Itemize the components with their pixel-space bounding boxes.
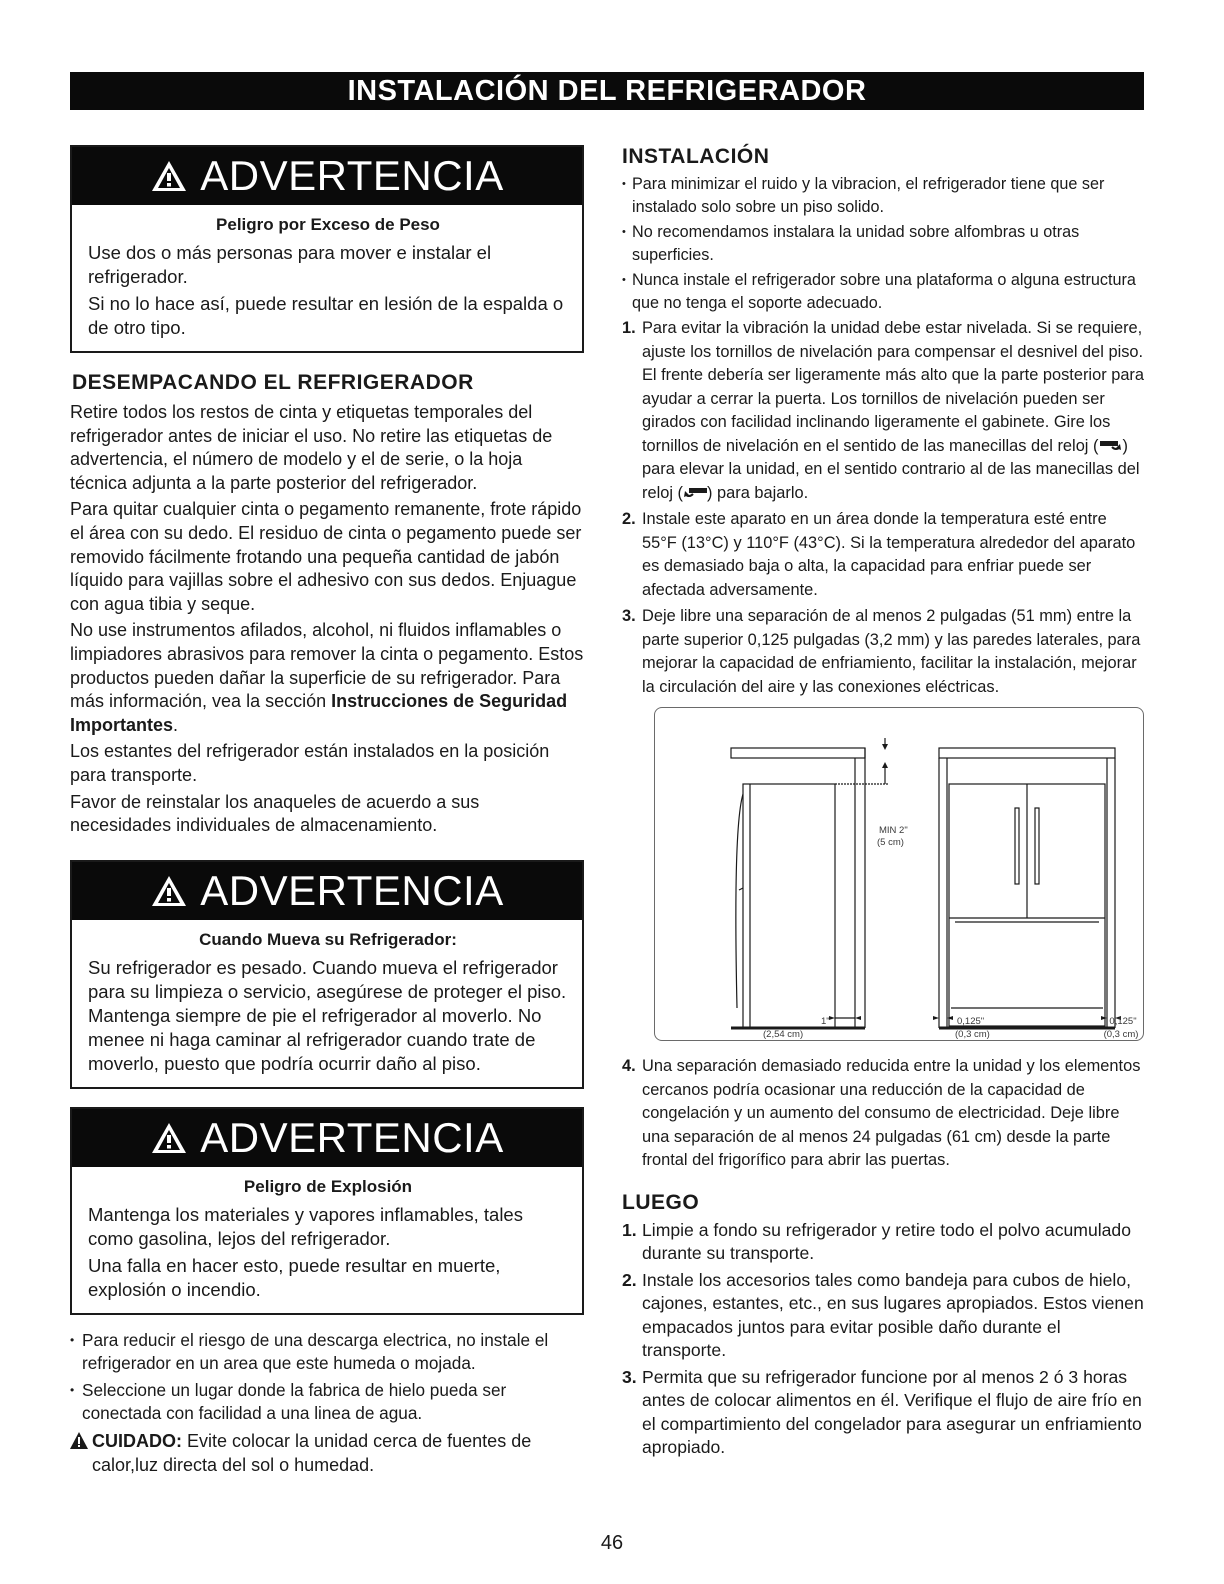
safety-reference: Instrucciones de Seguridad Importantes: [70, 691, 568, 735]
list-item: • No recomendamos instalara la unidad sobre alfombras u otras superficies.: [622, 221, 1144, 267]
list-item: 1. Limpie a fondo su refrigerador y retire todo el polvo acumulado durante su transporte.: [622, 1219, 1131, 1263]
back-clearance-cm: (2,54 cm): [763, 1029, 804, 1040]
left-column: [70, 145, 584, 1477]
warning-title: ADVERTENCIA: [200, 866, 504, 914]
warning-header: [72, 862, 582, 920]
refrigerator-clearance-illustration: [655, 708, 1145, 1042]
side-clearance-label: 0,125": [957, 1016, 985, 1027]
warning-title: ADVERTENCIA: [200, 152, 504, 199]
location-bullets: [70, 1329, 584, 1425]
section-title-unpacking: DESEMPACANDO EL REFRIGERADOR: [72, 371, 474, 394]
warning-text: Use dos o más personas para mover e instalar el refrigerador.: [88, 242, 492, 287]
warning-triangle-icon: [150, 159, 188, 193]
side-clearance-label: 0,125": [1109, 1016, 1137, 1027]
min-clearance-cm: (5 cm): [877, 837, 904, 848]
list-item: • Seleccione un lugar donde la fabrica de hielo pueda ser conectada con facilidad a una linea de agua.: [70, 1379, 584, 1425]
installation-steps-cont: [622, 1055, 1144, 1173]
warning-box-explosion: [70, 1107, 584, 1315]
clockwise-arrow-icon: [1098, 439, 1122, 453]
unpacking-text: [70, 401, 584, 838]
warning-text: Una falla en hacer esto, puede resultar en muerte, explosión o incendio.: [88, 1254, 501, 1300]
warning-subtitle: Cuando Mueva su Refrigerador:: [199, 929, 457, 949]
warning-text: Su refrigerador es pesado. Cuando mueva el refrigerador para su limpieza o servicio, asegúrese de proteger el piso. Mantenga siempre de pie el refrigerador al moverlo. No menee ni haga caminar al refrigerador cuando trate de moverlo, puesto que podría ocurrir daño al piso.: [88, 956, 567, 1074]
right-column: [622, 145, 1144, 1463]
paragraph: Para quitar cualquier cinta o pegamento remanente, frote rápido el área con su dedo. El residuo de cinta o pegamento puede ser removido fácilmente frotando una pequeña cantidad de jabón líquido para vajillas sobre el adhesivo con sus dedos. Enjuague con agua tibia y seque.: [70, 499, 582, 614]
min-clearance-label: MIN 2": [879, 825, 908, 836]
section-title-after: LUEGO: [622, 1190, 700, 1214]
paragraph: Los estantes del refrigerador están instalados en la posición para transporte.: [70, 741, 550, 785]
after-steps: [622, 1219, 1144, 1460]
page-number: 46: [600, 1532, 624, 1554]
warning-box-moving: [70, 860, 584, 1089]
warning-subtitle: Peligro por Exceso de Peso: [216, 215, 440, 234]
clearance-diagram: [654, 707, 1144, 1041]
warning-text: Mantenga los materiales y vapores inflamables, tales como gasolina, lejos del refrigerador.: [88, 1203, 523, 1249]
warning-text: Si no lo hace así, puede resultar en lesión de la espalda o de otro tipo.: [88, 293, 564, 338]
warning-title: ADVERTENCIA: [200, 1113, 504, 1161]
list-item: 2. Instale este aparato en un área donde la temperatura esté entre 55°F (13°C) y 110°F (43°C). Si la temperatura alrededor del aparato es demasiado baja o alta, la capacidad para enfriar puede ser afectada adversamente.: [622, 510, 1136, 599]
paragraph: No use instrumentos afilados, alcohol, ni fluidos inflamables o limpiadores abrasivos para remover la cinta o pegamento. Estos productos pueden dañar la superficie de su refrigerador. Para más información, vea la sección Instrucciones de Seguridad Importantes.: [70, 620, 584, 735]
list-item: 3. Permita que su refrigerador funcione por al menos 2 ó 3 horas antes de colocar alimentos en él. Verifique el flujo de aire frío en el compartimiento del congelador para asegurar un enfriamiento apropiado.: [622, 1366, 1142, 1457]
installation-bullets: [622, 173, 1144, 315]
counterclockwise-arrow-icon: [683, 486, 707, 500]
list-item: 4. Una separación demasiado reducida entre la unidad y los elementos cercanos podría ocasionar una reducción de la capacidad de congelación y un aumento del consumo de electricidad. Deje libre una separación de al menos 24 pulgadas (61 cm) desde la parte frontal del frigorífico para abrir las puertas.: [622, 1057, 1141, 1169]
list-item: 3. Deje libre una separación de al menos 2 pulgadas (51 mm) entre la parte superior 0,125 pulgadas (3,2 mm) y las paredes laterales, para mejorar la capacidad de enfriamiento, facilitar la instalación, mejorar la circulación del aire y las conexiones eléctricas.: [622, 607, 1141, 696]
paragraph: Favor de reinstalar los anaqueles de acuerdo a sus necesidades individuales de almacenamiento.: [70, 791, 480, 836]
list-item: • Nunca instale el refrigerador sobre una plataforma o alguna estructura que no tenga el soporte adecuado.: [622, 269, 1144, 315]
warning-header: [72, 1109, 582, 1167]
paragraph: Retire todos los restos de cinta y etiquetas temporales del refrigerador antes de iniciar el uso. No retire las etiquetas de advertencia, el número de modelo y el de serie, o la hoja técnica adjunta a la parte posterior del refrigerador.: [70, 402, 553, 493]
list-item: • Para reducir el riesgo de una descarga electrica, no instale el refrigerador en un area que este humeda o mojada.: [70, 1329, 584, 1375]
side-clearance-cm: (0,3 cm): [955, 1029, 990, 1040]
side-clearance-cm: (0,3 cm): [1103, 1029, 1139, 1040]
warning-header: [72, 147, 582, 205]
installation-steps: [622, 317, 1144, 699]
caution-label: CUIDADO:: [92, 1430, 182, 1451]
list-item: 2. Instale los accesorios tales como bandeja para cubos de hielo, cajones, estantes, etc., en sus lugares apropiados. Estos vienen empacados juntos para evitar posible daño durante el transporte.: [622, 1269, 1144, 1360]
caution-note: [70, 1429, 584, 1477]
section-title-installation: INSTALACIÓN: [622, 145, 770, 168]
caution-text: Evite colocar la unidad cerca de fuentes de calor,luz directa del sol o humedad.: [92, 1430, 532, 1475]
warning-triangle-icon: [150, 1121, 188, 1155]
list-item: • Para minimizar el ruido y la vibracion, el refrigerador tiene que ser instalado solo sobre un piso solido.: [622, 173, 1144, 219]
warning-subtitle: Peligro de Explosión: [243, 1176, 413, 1196]
back-clearance-label: 1": [821, 1016, 830, 1027]
warning-box-weight: [70, 145, 584, 353]
page-banner: INSTALACIÓN DEL REFRIGERADOR: [70, 72, 1144, 110]
warning-triangle-icon: [150, 874, 188, 908]
list-item: 1. Para evitar la vibración la unidad debe estar nivelada. Si se requiere, ajuste los tornillos de nivelación para compensar el desnivel del piso. El frente debería ser ligeramente más alto que la parte posterior para ayudar a cerrar la puerta. Los tornillos de nivelación pueden ser girados con facilidad inclinando ligeramente el gabinete. Gire los tornillos de nivelación en el sentido de las manecillas del reloj ( ) para elevar la unidad, en el sentido contrario al de las manecillas del reloj ( ) para bajarlo.: [622, 319, 1145, 502]
